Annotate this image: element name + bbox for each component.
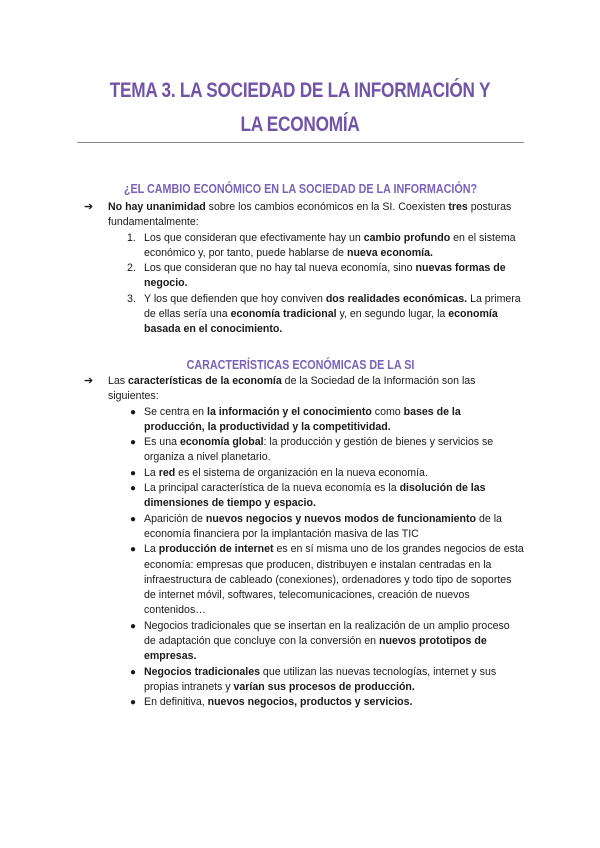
- bullet-icon: ●: [130, 513, 137, 525]
- section2-list: [84, 405, 524, 711]
- bullet-icon: ●: [130, 544, 137, 556]
- bullet-icon: ●: [130, 467, 137, 479]
- list-item: ● Negocios tradicionales que utilizan las nuevas tecnologías, internet y sus propias intranets y varían sus procesos de producción.: [130, 665, 497, 693]
- section1-body: [84, 200, 524, 338]
- section1-intro: ➔ No hay unanimidad sobre los cambios económicos en la SI. Coexisten tres posturas fundamentalmente:: [84, 201, 512, 229]
- list-item: 2. Los que consideran que no hay tal nueva economía, sino nuevas formas de negocio.: [127, 262, 506, 290]
- list-item: 1. Los que consideran que efectivamente hay un cambio profundo en el sistema económico y, por tanto, puede hablarse de nueva economía.: [127, 231, 516, 259]
- page-title: TEMA 3. LA SOCIEDAD DE LA INFORMACIÓN Y LA ECONOMÍA: [109, 79, 491, 136]
- bullet-icon: ●: [130, 406, 137, 418]
- bullet-icon: ●: [130, 437, 137, 449]
- section2-body: [84, 374, 524, 711]
- list-item: 3. Y los que defienden que hoy conviven dos realidades económicas. La primera de ellas sería una economía tradicional y, en segundo lugar, la economía basada en el conocimiento.: [127, 292, 521, 336]
- bullet-icon: ●: [130, 620, 137, 632]
- title-divider: [77, 142, 524, 143]
- bullet-icon: ●: [130, 697, 137, 709]
- list-item: ● En definitiva, nuevos negocios, productos y servicios.: [84, 695, 524, 710]
- list-item: ● La red es el sistema de organización en la nueva economía.: [84, 466, 524, 481]
- bullet-icon: ●: [130, 666, 137, 678]
- section1-heading: ¿EL CAMBIO ECONÓMICO EN LA SOCIEDAD DE LA INFORMACIÓN?: [123, 182, 478, 196]
- list-item: ● La producción de internet es en sí misma uno de los grandes negocios de esta economía: empresas que producen, distribuyen e instalan centradas en la infraestructura de cableado (conexiones), ordenadores y todo tipo de soportes de internet móvil, softwares, telecomunicaciones, creación de nuevos contenidos…: [130, 543, 524, 617]
- bullet-icon: ●: [130, 483, 137, 495]
- list-item: ● Negocios tradicionales que se insertan en la realización de un amplio proceso de adaptación que concluye con la conversión en nuevos prototipos de empresas.: [130, 619, 510, 663]
- section2-intro: ➔ Las características de la economía de la Sociedad de la Información son las siguientes:: [84, 375, 476, 403]
- section2-heading: CARACTERÍSTICAS ECONÓMICAS DE LA SI: [186, 358, 415, 372]
- list-item: ● Se centra en la información y el conocimiento como bases de la producción, la productividad y la competitividad.: [130, 405, 461, 433]
- arrow-icon: ➔: [84, 201, 94, 213]
- arrow-icon: ➔: [84, 375, 94, 387]
- list-item: ● La principal característica de la nueva economía es la disolución de las dimensiones de tiempo y espacio.: [130, 482, 486, 510]
- section1-list: [84, 231, 524, 338]
- list-item: ● Aparición de nuevos negocios y nuevos modos de funcionamiento de la economía financiera por la implantación masiva de las TIC: [130, 512, 502, 540]
- list-item: ● Es una economía global: la producción y gestión de bienes y servicios se organiza a nivel planetario.: [130, 436, 494, 464]
